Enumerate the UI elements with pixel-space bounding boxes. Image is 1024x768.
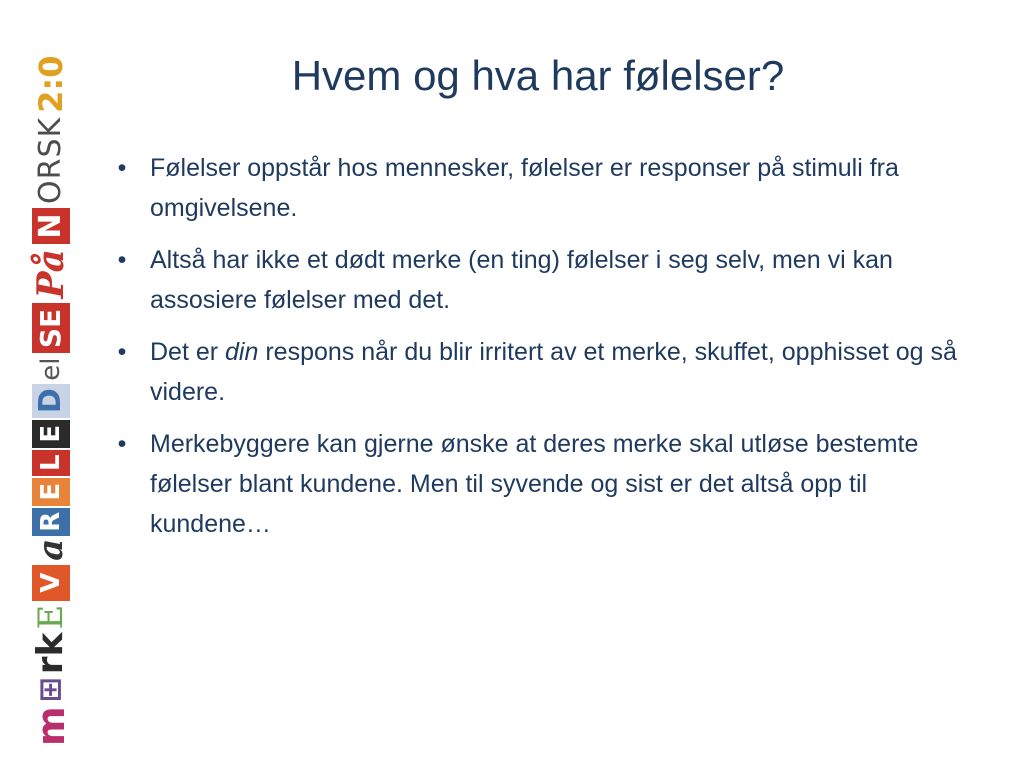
logo-strip (30, 28, 72, 748)
bullet-dot-icon: • (117, 246, 127, 274)
logo-letter-a: a (31, 538, 71, 561)
logo-letter-e-orange: E (32, 478, 70, 506)
bullet-list (112, 148, 972, 556)
bullet-text-emphasis: din (225, 338, 259, 366)
logo-letters-el: el (36, 357, 66, 381)
slide-title: Hvem og hva har følelser? (291, 52, 785, 99)
bullet-text-pre: Det er (150, 338, 226, 366)
logo-letter-e: E (31, 604, 71, 630)
bullet-dot-icon: • (117, 338, 127, 366)
logo-letter-e-black: E (32, 420, 70, 448)
logo-letters-pa: På (30, 249, 72, 299)
logo-letter-r: R (32, 508, 70, 536)
logo-letter-n: N (32, 208, 70, 244)
bullet-dot-icon: • (117, 154, 127, 182)
bullet-text: Følelser oppstår hos mennesker, følelser er responser på stimuli fra omgivelsene. (150, 154, 899, 222)
bullet-text (150, 338, 957, 406)
logo-letter-l: L (32, 450, 70, 476)
logo-letter-d: D (32, 384, 70, 418)
logo-letter-m: m (29, 706, 73, 746)
logo-letters-orsk: ORSK (33, 116, 68, 205)
logo-version: 2:0 (32, 55, 70, 113)
bullet-item (112, 148, 972, 228)
bullet-text: Altså har ikke et dødt merke (en ting) følelser i seg selv, men vi kan assosiere følelser med det. (150, 246, 893, 314)
logo-mark (30, 28, 72, 748)
bullet-text: Merkebyggere kan gjerne ønske at deres merke skal utløse bestemte følelser blant kundene. Men til syvende og sist er det altså opp til kundene… (150, 430, 919, 538)
logo-letters-se: SE (32, 303, 70, 353)
logo-letters-rk: rk (30, 632, 71, 675)
logo-glyph: ⊞ (33, 677, 68, 703)
bullet-item (112, 424, 972, 544)
bullet-item (112, 332, 972, 412)
bullet-dot-icon: • (117, 430, 127, 458)
logo-letter-v: V (32, 565, 70, 601)
bullet-item (112, 240, 972, 320)
bullet-text-post: respons når du blir irritert av et merke, skuffet, opphisset og så videre. (150, 338, 957, 406)
